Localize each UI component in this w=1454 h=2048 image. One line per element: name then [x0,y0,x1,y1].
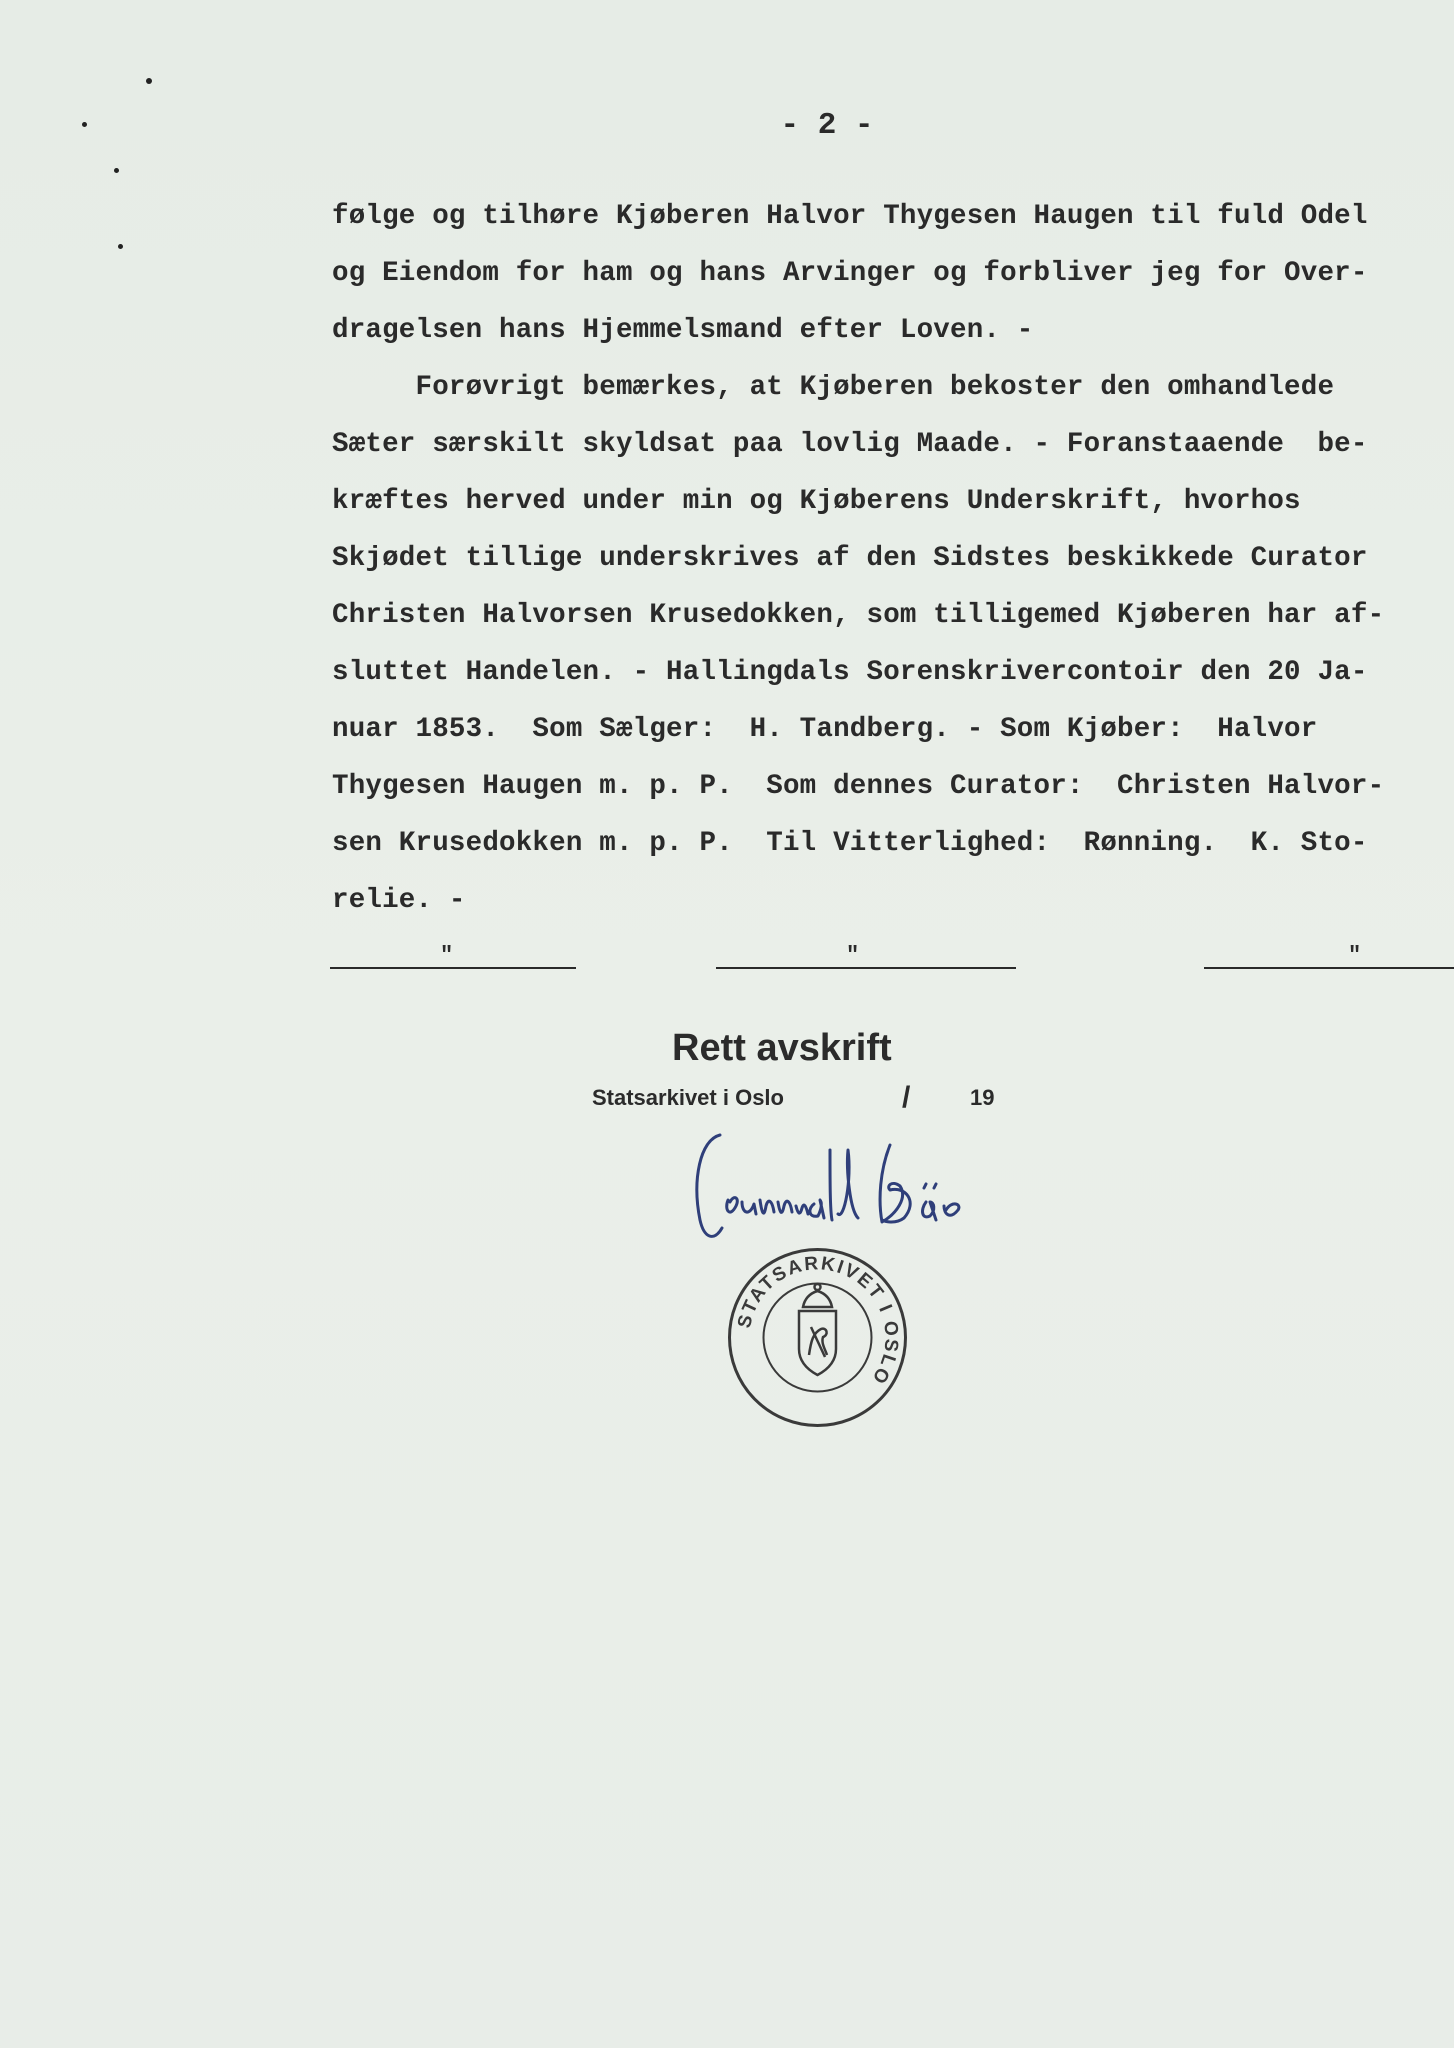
text-line: Sæter særskilt skyldsat paa lovlig Maade. - Foranstaaende be- [332,429,1368,460]
text-line: Christen Halvorsen Krusedokken, som tilligemed Kjøberen har af- [332,600,1385,631]
archive-seal [725,1245,910,1430]
text-line: relie. - [332,885,466,916]
document-body [332,188,1442,929]
page-number: - 2 - [780,108,874,143]
text-line: dragelsen hans Hjemmelsmand efter Loven. - [332,315,1034,346]
margin-mark [118,244,123,249]
ditto-mark: " [440,943,454,968]
certification-archive-line [592,1081,1012,1114]
certification-title: Rett avskrift [672,1027,892,1069]
text-line: kræftes herved under min og Kjøberens Underskrift, hvorhos [332,486,1301,517]
handwritten-signature [680,1110,1020,1260]
text-line: Skjødet tillige underskrives af den Sidstes beskikkede Curator [332,543,1368,574]
separator-row [330,943,1454,975]
text-line: Thygesen Haugen m. p. P. Som dennes Curator: Christen Halvor- [332,771,1385,802]
ditto-mark: " [1348,943,1362,968]
date-year: 19 [970,1085,995,1110]
date-slash: / [902,1081,911,1114]
margin-mark [146,78,152,84]
svg-text:STATSARKIVET I OSLO: STATSARKIVET I OSLO [734,1253,902,1389]
margin-mark [114,168,119,173]
text-line: sen Krusedokken m. p. P. Til Vitterlighed: Rønning. K. Sto- [332,828,1368,859]
text-line: Forøvrigt bemærkes, at Kjøberen bekoster den omhandlede [332,372,1335,403]
text-line: sluttet Handelen. - Hallingdals Sorenskrivercontoir den 20 Ja- [332,657,1368,688]
ditto-mark: " [846,943,860,968]
separator-line [1204,967,1454,969]
separator-line [716,967,1016,969]
text-line: nuar 1853. Som Sælger: H. Tandberg. - Som Kjøber: Halvor [332,714,1318,745]
archive-name: Statsarkivet i Oslo [592,1085,784,1110]
text-line: følge og tilhøre Kjøberen Halvor Thygesen Haugen til fuld Odel [332,201,1368,232]
text-line: og Eiendom for ham og hans Arvinger og forbliver jeg for Over- [332,258,1368,289]
